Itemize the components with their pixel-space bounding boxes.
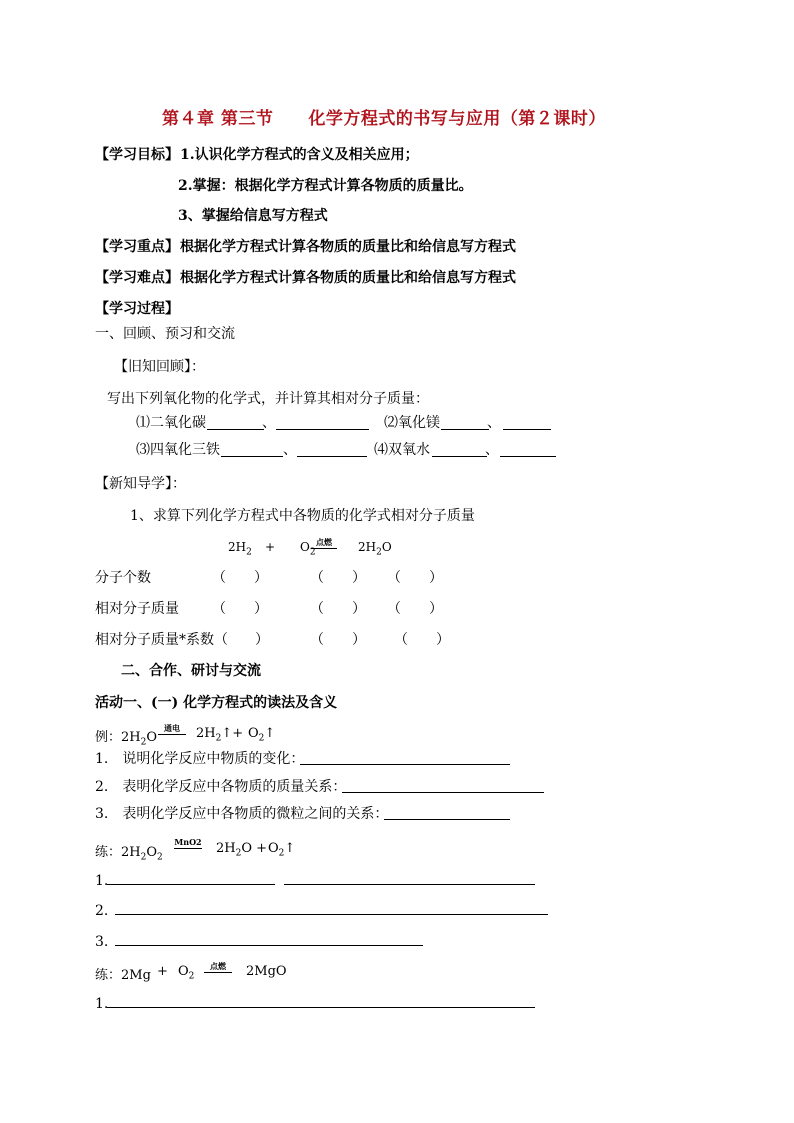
answer-line[interactable] bbox=[107, 1007, 535, 1008]
practice-2-arrow bbox=[204, 972, 232, 973]
practice-1-arrow bbox=[174, 848, 202, 849]
review-item-3: ⑶四氧化三铁 bbox=[136, 442, 220, 458]
row-label-relative-mass: 相对分子质量 bbox=[95, 601, 179, 617]
practice-2-reactant-o2: $O_2$ bbox=[178, 964, 195, 982]
row-label-molecule-count: 分子个数 bbox=[95, 570, 151, 586]
key-points-label: 【学习重点】 bbox=[95, 239, 179, 255]
process-label: 【学习过程】 bbox=[95, 301, 179, 317]
answer-blank[interactable] bbox=[207, 429, 264, 430]
answer-line[interactable] bbox=[300, 764, 510, 765]
answer-blank[interactable] bbox=[503, 429, 551, 430]
activity-1-heading: 活动一、(一) 化学方程式的读法及含义 bbox=[95, 695, 338, 711]
practice-2-item-1: 1. bbox=[95, 996, 109, 1012]
answer-line[interactable] bbox=[342, 792, 544, 793]
answer-line[interactable] bbox=[107, 884, 275, 885]
practice-1-item-3: 3. bbox=[95, 934, 109, 950]
answer-line[interactable] bbox=[115, 945, 423, 946]
practice-1-item-2: 2. bbox=[95, 903, 109, 919]
separator: 、 bbox=[283, 442, 297, 458]
review-item-4: ⑷双氧水 bbox=[374, 442, 430, 458]
practice-1-condition: MnO2 bbox=[174, 837, 202, 847]
example-question-2: 2. 表明化学反应中各物质的质量关系： bbox=[95, 779, 347, 795]
practice-1-product-h2o: $2H_2O$ + bbox=[216, 841, 268, 859]
practice-2-plus: + bbox=[157, 964, 168, 979]
answer-paren[interactable]: （ ） bbox=[310, 601, 366, 617]
answer-paren[interactable]: （ ） bbox=[310, 632, 366, 648]
example-product-h2: $2H_2↑+$ bbox=[196, 726, 244, 744]
answer-blank[interactable] bbox=[432, 456, 487, 457]
answer-line[interactable] bbox=[284, 884, 535, 885]
difficulties-text: 根据化学方程式计算各物质的质量比和给信息写方程式 bbox=[180, 270, 516, 286]
section-2-heading: 二、合作、研讨与交流 bbox=[121, 663, 261, 679]
answer-paren[interactable]: （ ） bbox=[387, 570, 443, 586]
objective-item-1: 1.认识化学方程式的含义及相关应用； bbox=[180, 147, 419, 163]
answer-blank[interactable] bbox=[500, 456, 556, 457]
example-question-1: 1. 说明化学反应中物质的变化： bbox=[95, 751, 305, 767]
answer-line[interactable] bbox=[384, 819, 510, 820]
answer-line[interactable] bbox=[115, 914, 548, 915]
answer-blank[interactable] bbox=[297, 456, 367, 457]
separator: 、 bbox=[485, 442, 499, 458]
answer-paren[interactable]: （ ） bbox=[212, 601, 268, 617]
practice-1-item-1: 1. bbox=[95, 873, 109, 889]
practice-1-reactant: 练：$2H_2O_2$ bbox=[95, 845, 163, 863]
practice-1-product-o2: $O_2↑$ bbox=[268, 841, 296, 859]
answer-paren[interactable]: （ ） bbox=[394, 632, 450, 648]
equation-reactant-h2: $2H_2$ bbox=[228, 540, 252, 558]
answer-paren[interactable]: （ ） bbox=[212, 570, 268, 586]
review-item-2: ⑵氧化镁 bbox=[384, 415, 440, 431]
review-item-1: ⑴二氧化碳 bbox=[136, 415, 206, 431]
example-condition: 通电 bbox=[164, 723, 180, 733]
separator: 、 bbox=[487, 415, 501, 431]
example-question-3: 3. 表明化学反应中各物质的微粒之间的关系： bbox=[95, 806, 389, 822]
answer-blank[interactable] bbox=[441, 429, 489, 430]
new-learning-label: 【新知导学】： bbox=[95, 476, 186, 492]
section-1-heading: 一、回顾、预习和交流 bbox=[95, 326, 235, 342]
separator: 、 bbox=[262, 415, 276, 431]
new-learning-question-1: 1、求算下列化学方程式中各物质的化学式相对分子质量 bbox=[130, 508, 475, 524]
objective-item-3: 3、掌握给信息写方程式 bbox=[178, 208, 328, 224]
page-title: 第４章 第三节 化学方程式的书写与应用（第２课时） bbox=[162, 109, 606, 129]
answer-paren[interactable]: （ ） bbox=[310, 570, 366, 586]
example-reactant: 例：$2H_2O$ bbox=[95, 730, 158, 748]
equation-reactant-o2: $O_2$ bbox=[300, 540, 316, 558]
difficulties-label: 【学习难点】 bbox=[95, 270, 179, 286]
equation-arrow bbox=[311, 548, 337, 549]
equation-condition: 点燃 bbox=[316, 537, 332, 547]
review-instruction: 写出下列氧化物的化学式，并计算其相对分子质量： bbox=[107, 391, 429, 407]
practice-2-product: 2MgO bbox=[246, 964, 287, 979]
paren-close: ） bbox=[255, 632, 269, 648]
row-label-mass-times-coef: 相对分子质量*系数（ bbox=[95, 632, 228, 648]
equation-plus: + bbox=[265, 540, 276, 554]
answer-blank[interactable] bbox=[276, 429, 369, 430]
example-arrow bbox=[158, 734, 186, 735]
example-product-o2: $O_2↑$ bbox=[248, 726, 276, 744]
objective-item-2: 2.掌握：根据化学方程式计算各物质的质量比。 bbox=[178, 178, 473, 194]
key-points-text: 根据化学方程式计算各物质的质量比和给信息写方程式 bbox=[180, 239, 516, 255]
review-label: 【旧知回顾】： bbox=[114, 359, 205, 375]
answer-blank[interactable] bbox=[221, 456, 283, 457]
practice-2-condition: 点燃 bbox=[210, 961, 226, 971]
practice-2-reactant-mg: 练：2Mg bbox=[95, 968, 151, 983]
equation-product: $2H_2O$ bbox=[358, 540, 392, 558]
answer-paren[interactable]: （ ） bbox=[387, 601, 443, 617]
objectives-label: 【学习目标】 bbox=[95, 147, 179, 163]
